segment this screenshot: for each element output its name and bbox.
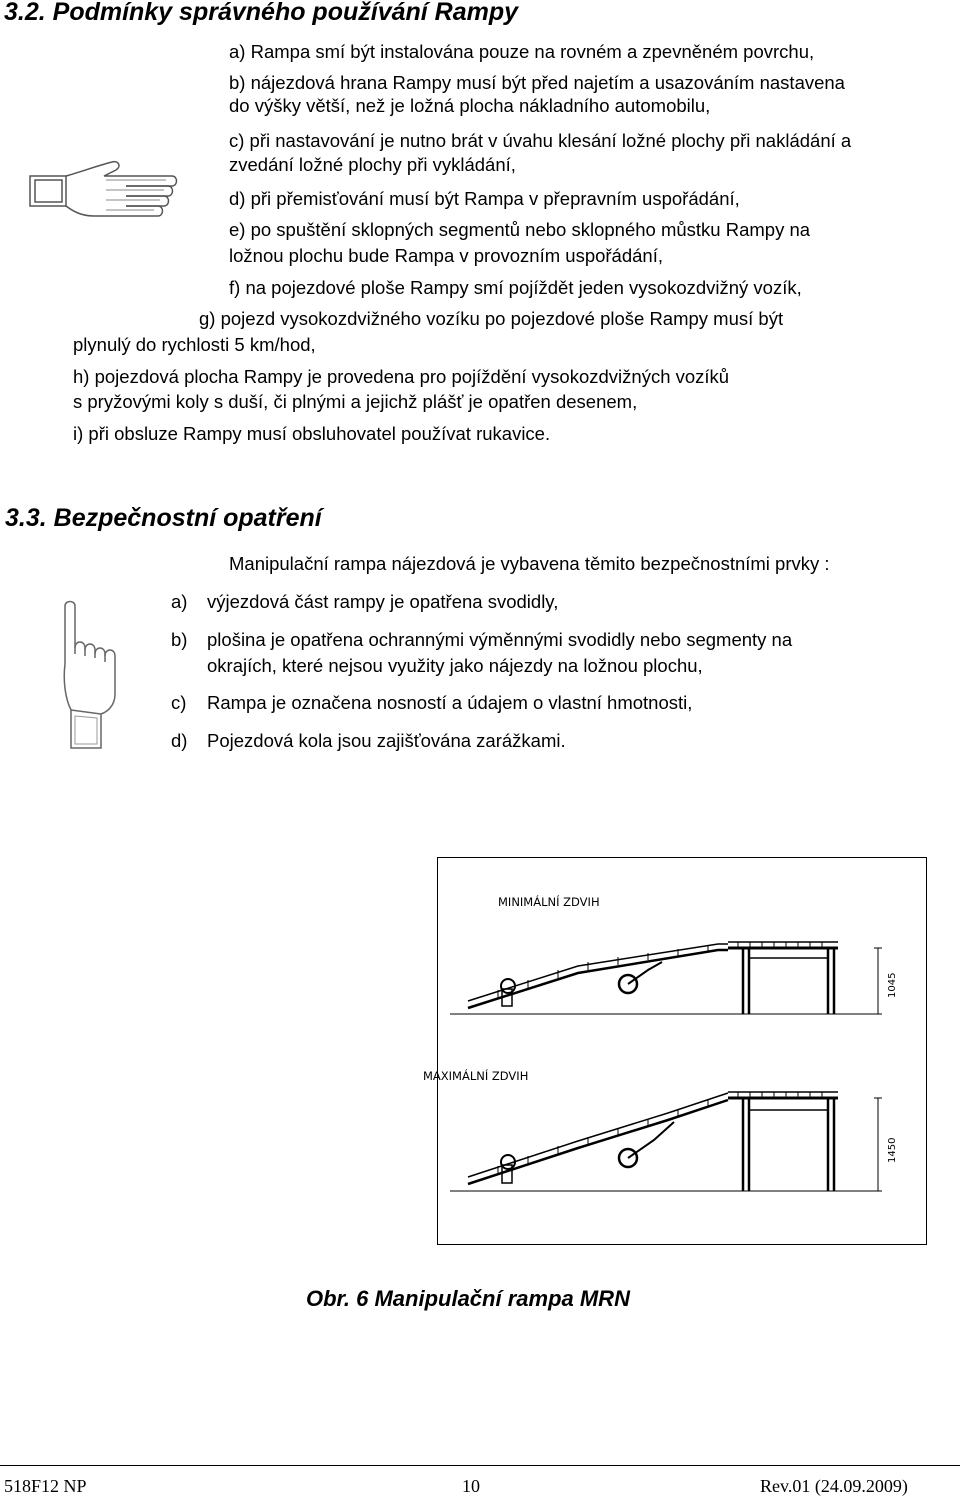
condition-line: ložnou plochu bude Rampa v provozním uspořádání, xyxy=(229,245,663,266)
condition-line: f) na pojezdové ploše Rampy smí pojíždět jeden vysokozdvižný vozík, xyxy=(229,277,802,298)
section-title-conditions: 3.2. Podmínky správného používání Rampy xyxy=(4,0,519,26)
min-lift-dimension: 1045 xyxy=(887,972,898,998)
condition-line: a) Rampa smí být instalována pouze na rovném a zpevněném povrchu, xyxy=(229,41,815,62)
figure-caption: Obr. 6 Manipulační rampa MRN xyxy=(306,1286,630,1311)
condition-line: s pryžovými koly s duší, či plnými a jejichž plášť je opatřen desenem, xyxy=(73,391,638,412)
section-title-safety: 3.3. Bezpečnostní opatření xyxy=(5,504,322,532)
footer-revision: Rev.01 (24.09.2009) xyxy=(760,1476,908,1496)
safety-item-text: okrajích, které nejsou využity jako nájezdy na ložnou plochu, xyxy=(207,655,703,676)
safety-item-text: Pojezdová kola jsou zajišťována zarážkami. xyxy=(207,730,566,751)
safety-item-text: Rampa je označena nosností a údajem o vlastní hmotnosti, xyxy=(207,692,693,713)
condition-line: zvedání ložné plochy při vykládání, xyxy=(229,154,516,175)
safety-item-text: výjezdová část rampy je opatřena svodidly, xyxy=(207,591,559,612)
condition-line: e) po spuštění sklopných segmentů nebo sklopného můstku Rampy na xyxy=(229,219,811,240)
safety-item-marker: b) xyxy=(171,629,188,650)
safety-item-marker: c) xyxy=(171,692,187,713)
max-lift-label: MAXIMÁLNÍ ZDVIH xyxy=(423,1069,529,1083)
ramp-drawing-frame xyxy=(423,857,927,1245)
min-lift-label: MINIMÁLNÍ ZDVIH xyxy=(498,895,600,909)
condition-line: d) při přemisťování musí být Rampa v přepravním uspořádání, xyxy=(229,188,740,209)
footer-rule xyxy=(0,1465,960,1466)
condition-line: h) pojezdová plocha Rampy je provedena pro pojíždění vysokozdvižných vozíků xyxy=(73,366,730,387)
footer-doc-id: 518F12 NP xyxy=(4,1476,87,1496)
max-lift-dimension: 1450 xyxy=(887,1137,898,1163)
condition-line: b) nájezdová hrana Rampy musí být před najetím a usazováním nastavena xyxy=(229,72,845,93)
condition-line: g) pojezd vysokozdvižného vozíku po pojezdové ploše Rampy musí být xyxy=(199,308,784,329)
safety-item-marker: a) xyxy=(171,591,188,612)
condition-line: plynulý do rychlosti 5 km/hod, xyxy=(73,334,316,355)
footer-page-number: 10 xyxy=(462,1476,480,1496)
safety-intro: Manipulační rampa nájezdová je vybavena těmito bezpečnostními prvky : xyxy=(229,553,830,574)
ramp-drawing xyxy=(423,858,925,1243)
condition-line: i) při obsluze Rampy musí obsluhovatel používat rukavice. xyxy=(73,423,551,444)
pointing-hand-icon xyxy=(26,150,178,230)
condition-line: c) při nastavování je nutno brát v úvahu klesání ložné plochy při nakládání a xyxy=(229,130,852,151)
safety-item-text: plošina je opatřena ochrannými výměnnými svodidly nebo segmenty na xyxy=(207,629,793,650)
raised-hand-icon xyxy=(55,598,125,750)
condition-line: do výšky větší, než je ložná plocha nákladního automobilu, xyxy=(229,95,711,116)
safety-item-marker: d) xyxy=(171,730,188,751)
